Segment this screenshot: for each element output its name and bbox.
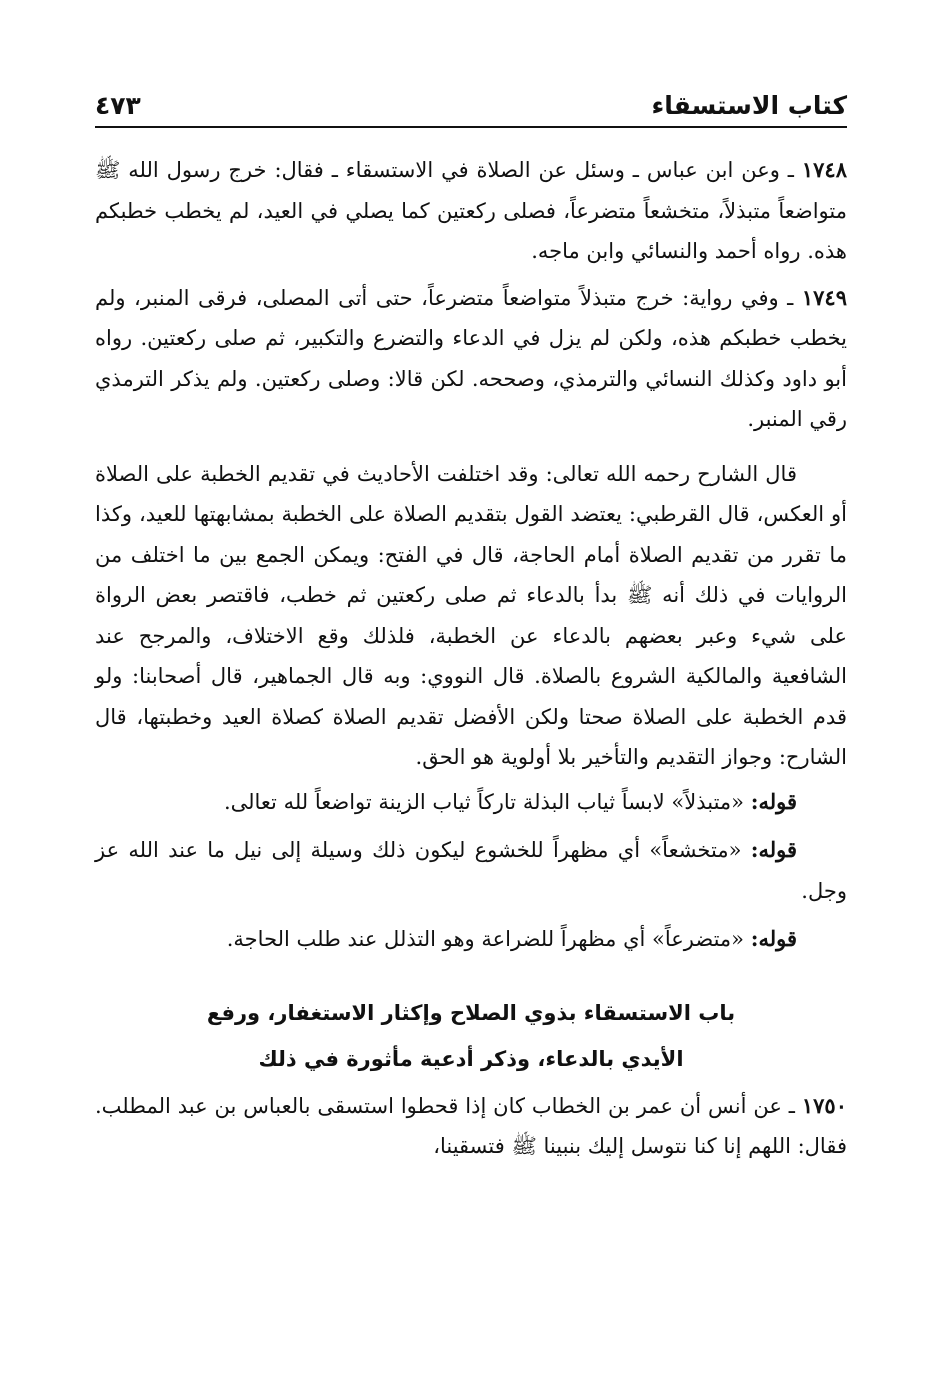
qawl-text: «متخشعاً» أي مظهراً للخشوع ليكون ذلك وسيلة إلى نيل ما عند الله عز وجل. [95, 838, 847, 903]
qawl-text: «متضرعاً» أي مظهراً للضراعة وهو التذلل عند طلب الحاجة. [226, 927, 751, 951]
qawl-text: «متبذلاً» لابساً ثياب البذلة تاركاً ثياب الزينة تواضعاً لله تعالى. [223, 789, 751, 814]
hadith-number: ١٧٤٩ [801, 284, 847, 310]
hadith-text: ـ وفي رواية: خرج متبذلاً متواضعاً متضرعاً، حتى أتى المصلى، فرقى المنبر، ولم يخطب خطبكم هذه، ولكن لم يزل في الدعاء والتضرع والتكبير، ثم صلى ركعتين. رواه أبو داود وكذلك النسائي والترمذي، وصححه. لكن قالا: وصلى ركعتين. ولم يذكر الترمذي رقي المنبر. [95, 285, 847, 431]
page-body [95, 150, 847, 1173]
hadith-number: ١٧٥٠ [801, 1092, 847, 1118]
chapter-heading-line-2: الأيدي بالدعاء، وذكر أدعية مأثورة في ذلك [258, 1046, 684, 1071]
qawl-mutadarriaan [95, 919, 847, 960]
chapter-heading-line-1: باب الاستسقاء بذوي الصلاح وإكثار الاستغفار، ورفع [206, 1000, 736, 1025]
page-header [95, 82, 847, 128]
hadith-text: ـ عن أنس أن عمر بن الخطاب كان إذا قحطوا استسقى بالعباس بن عبد المطلب. فقال: اللهم إنا كنا نتوسل إليك بنبينا ﷺ فتسقينا، [95, 1093, 847, 1158]
hadith-text: ـ وعن ابن عباس ـ وسئل عن الصلاة في الاستسقاء ـ فقال: خرج رسول الله ﷺ متواضعاً متبذلاً، متخشعاً متضرعاً، فصلى ركعتين كما يصلي في العيد، لم يخطب خطبكم هذه. رواه أحمد والنسائي وابن ماجه. [95, 158, 847, 263]
qawl-label: قوله: [750, 837, 797, 862]
qawl-mutabadhdhilan [95, 782, 847, 823]
qawl-mutakhashshian [95, 830, 847, 911]
hadith-1750 [95, 1086, 847, 1167]
commentary-paragraph: قال الشارح رحمه الله تعالى: وقد اختلفت الأحاديث في تقديم الخطبة على الصلاة أو العكس، قال القرطبي: يعتضد القول بتقديم الصلاة على الخطبة بمشابهتها للعيد، وكذا ما تقرر من تقديم الصلاة أمام الحاجة، قال في الفتح: ويمكن الجمع بين ما اختلف من الروايات في ذلك أنه ﷺ بدأ بالدعاء ثم صلى ركعتين ثم خطب، فاقتصر بعض الرواة على شيء وعبر بعضهم بالدعاء عن الخطبة، فلذلك وقع الاختلاف، والمرجح عند الشافعية والمالكية الشروع بالصلاة. قال النووي: وبه قال الجماهير، قال أصحابنا: ولو قدم الخطبة على الصلاة صحتا ولكن الأفضل تقديم الصلاة كصلاة العيد وخطبتها، قال الشارح: وجواز التقديم والتأخير بلا أولوية هو الحق. [95, 461, 847, 769]
hadith-1748 [95, 150, 847, 272]
hadith-1749 [95, 278, 847, 440]
running-title: كتاب الاستسقاء [651, 91, 847, 120]
chapter-heading [95, 990, 847, 1082]
page-number: ٤٧٣ [95, 91, 141, 120]
qawl-label: قوله: [750, 926, 797, 951]
hadith-number: ١٧٤٨ [801, 157, 847, 182]
qawl-label: قوله: [750, 788, 797, 814]
